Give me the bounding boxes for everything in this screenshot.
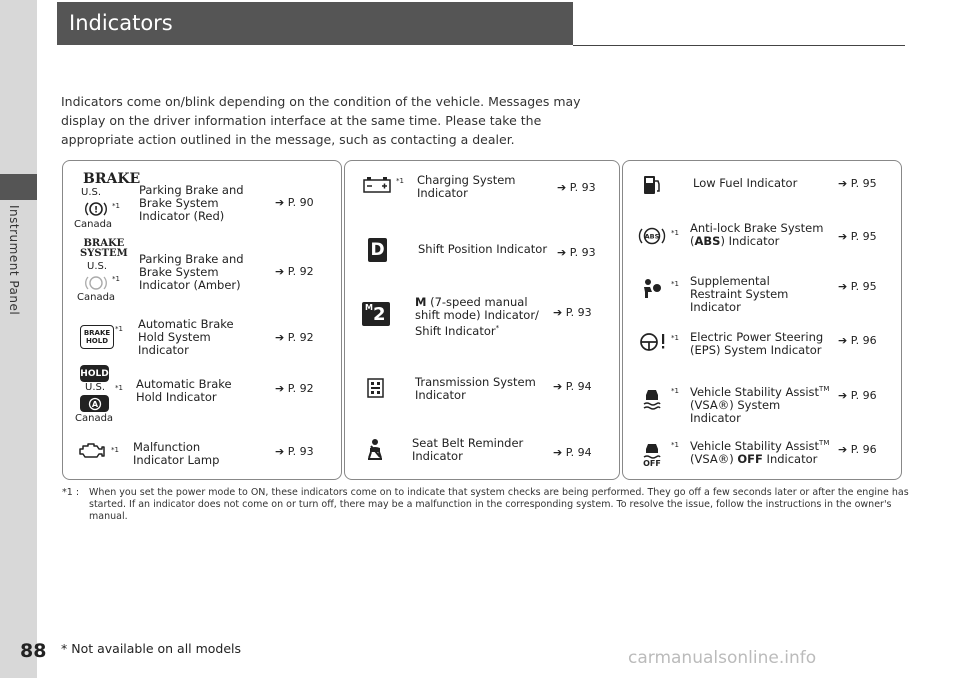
arrow-icon: ➔: [275, 331, 285, 344]
label-auto-brake-hold-system: Automatic Brake Hold System Indicator: [138, 317, 234, 357]
label-malfunction-lamp: Malfunction Indicator Lamp: [133, 440, 220, 467]
abs-icon: [637, 225, 667, 247]
label-shift-position: Shift Position Indicator: [418, 242, 548, 256]
footnote-mark: *1: [112, 202, 120, 210]
hold-a-icon: [80, 395, 109, 412]
arrow-icon: ➔: [553, 380, 563, 393]
ref-shift-position[interactable]: ➔ P. 93: [557, 246, 596, 259]
footnote-mark: *1: [671, 387, 679, 395]
vsa-icon: [641, 386, 663, 410]
label-vsa: Vehicle Stability Assist™ (VSA®) System Indicator: [690, 384, 830, 425]
ref-vsa[interactable]: ➔ P. 96: [838, 389, 877, 402]
arrow-icon: ➔: [838, 230, 848, 243]
footnote-mark: *1: [115, 384, 123, 392]
arrow-icon: ➔: [838, 177, 848, 190]
airbag-icon: [639, 277, 663, 301]
svg-text:!: !: [93, 205, 99, 216]
arrow-icon: ➔: [838, 389, 848, 402]
arrow-icon: ➔: [275, 265, 285, 278]
seatbelt-icon: [363, 437, 387, 463]
panel-middle: [344, 160, 620, 480]
arrow-icon: ➔: [275, 445, 285, 458]
brake-text-icon: BRAKE: [83, 171, 141, 187]
footnote-mark: *1: [112, 275, 120, 283]
region-canada: Canada: [74, 219, 113, 230]
ref-seat-belt-reminder[interactable]: ➔ P. 94: [553, 446, 592, 459]
label-abs: Anti-lock Brake System (ABS) Indicator: [690, 221, 824, 248]
label-eps: Electric Power Steering (EPS) System Indicator: [690, 330, 824, 357]
fuel-icon: [641, 173, 663, 197]
transmission-icon: [365, 377, 387, 399]
panel-right: [622, 160, 902, 480]
arrow-icon: ➔: [557, 181, 567, 194]
vsa-off-icon: OFF: [641, 439, 663, 469]
brake-system-text-icon: BRAKE SYSTEM: [80, 238, 128, 259]
footnote-mark: *1: [671, 334, 679, 342]
label-vsa-off: Vehicle Stability Assist™ (VSA®) OFF Indicator: [690, 438, 830, 466]
ref-charging-system[interactable]: ➔ P. 93: [557, 181, 596, 194]
ref-auto-brake-hold-system[interactable]: ➔ P. 92: [275, 331, 314, 344]
ref-malfunction-lamp[interactable]: ➔ P. 93: [275, 445, 314, 458]
footnote-mark: *1: [396, 177, 404, 185]
footnote-mark: *1 :: [62, 487, 80, 498]
ref-auto-brake-hold[interactable]: ➔ P. 92: [275, 382, 314, 395]
hold-icon: HOLD: [80, 365, 109, 382]
brake-circle-icon: [85, 200, 107, 218]
arrow-icon: ➔: [838, 280, 848, 293]
ref-srs[interactable]: ➔ P. 95: [838, 280, 877, 293]
brake-hold-system-icon: BRAKE HOLD: [80, 325, 114, 349]
sidebar-tab: [0, 174, 37, 200]
label-srs: Supplemental Restraint System Indicator: [690, 274, 789, 314]
footnote-mark: *1: [111, 446, 119, 454]
footnote-mark: *1: [671, 229, 679, 237]
label-parking-brake-red: Parking Brake and Brake System Indicator (Red): [139, 183, 244, 223]
arrow-icon: ➔: [557, 246, 567, 259]
intro-text: Indicators come on/blink depending on the condition of the vehicle. Messages may display on the driver information interface at the same time. Please take the appropriate action outlined in the message, such as contacting a dealer.: [61, 94, 581, 147]
footnote-mark: *1: [671, 441, 679, 449]
sidebar: [0, 0, 37, 678]
watermark: carmanualsonline.info: [628, 648, 817, 668]
shift-m2-icon: M 2: [362, 302, 390, 326]
svg-text:A: A: [91, 399, 98, 409]
panel-left: [62, 160, 342, 480]
eps-steering-icon: [637, 331, 667, 353]
label-transmission-system: Transmission System Indicator: [415, 375, 536, 402]
arrow-icon: ➔: [838, 443, 848, 456]
region-us: U.S.: [81, 187, 102, 198]
ref-parking-brake-amber[interactable]: ➔ P. 92: [275, 265, 314, 278]
footnote-mark: *1: [671, 280, 679, 288]
ref-transmission-system[interactable]: ➔ P. 94: [553, 380, 592, 393]
arrow-icon: ➔: [553, 306, 563, 319]
page-title-bar: [57, 2, 573, 45]
ref-abs[interactable]: ➔ P. 95: [838, 230, 877, 243]
label-m-shift-mode: M (7-speed manual shift mode) Indicator/ Shift Indicator*: [415, 295, 539, 338]
region-canada: Canada: [75, 413, 114, 424]
footnote-text: When you set the power mode to ON, these indicators come on to indicate that system checks are being performed. They go off a few seconds later or after the engine has started. If an indicator does not come on or turn off, there may be a malfunction in the corresponding system. To resolve the issue, follow the instructions in the owner's manual.: [89, 487, 909, 522]
availability-note: * Not available on all models: [61, 641, 242, 656]
ref-parking-brake-red[interactable]: ➔ P. 90: [275, 196, 314, 209]
page-number: 88: [20, 640, 47, 662]
svg-text:ABS: ABS: [644, 232, 660, 241]
brake-circle-amber-icon: [85, 274, 107, 292]
label-auto-brake-hold: Automatic Brake Hold Indicator: [136, 377, 232, 404]
engine-icon: [77, 441, 107, 461]
label-charging-system: Charging System Indicator: [417, 173, 516, 200]
arrow-icon: ➔: [275, 382, 285, 395]
sidebar-label: Instrument Panel: [7, 205, 21, 316]
ref-m-shift-mode[interactable]: ➔ P. 93: [553, 306, 592, 319]
ref-low-fuel[interactable]: ➔ P. 95: [838, 177, 877, 190]
arrow-icon: ➔: [838, 334, 848, 347]
region-canada: Canada: [77, 292, 116, 303]
region-us: U.S.: [85, 382, 106, 393]
battery-icon: [361, 175, 393, 195]
ref-eps[interactable]: ➔ P. 96: [838, 334, 877, 347]
region-us: U.S.: [87, 261, 108, 272]
page-title: Indicators: [69, 11, 173, 35]
label-seat-belt-reminder: Seat Belt Reminder Indicator: [412, 436, 524, 463]
label-low-fuel: Low Fuel Indicator: [693, 176, 798, 190]
label-parking-brake-amber: Parking Brake and Brake System Indicator (Amber): [139, 252, 244, 292]
footnote-mark: *1: [115, 325, 123, 333]
shift-d-icon: D: [368, 238, 387, 262]
arrow-icon: ➔: [553, 446, 563, 459]
title-divider: [573, 45, 905, 46]
ref-vsa-off[interactable]: ➔ P. 96: [838, 443, 877, 456]
arrow-icon: ➔: [275, 196, 285, 209]
